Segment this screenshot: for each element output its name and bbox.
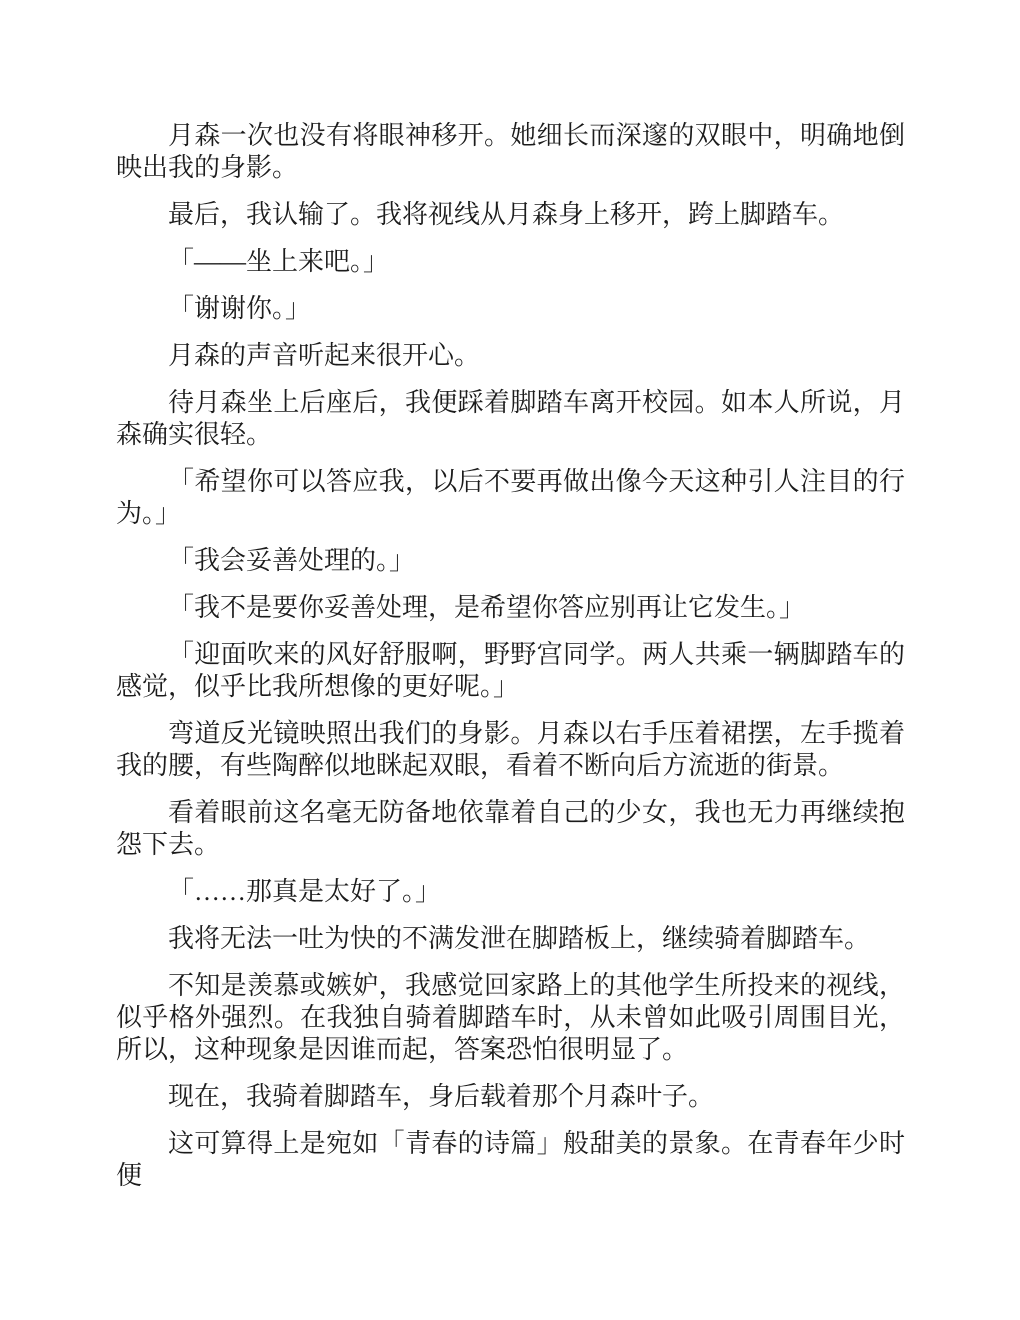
paragraph-14: 我将无法一吐为快的不满发泄在脚踏板上，继续骑着脚踏车。 [168, 924, 871, 953]
paragraph-6: 待月森坐上后座后，我便踩着脚踏车离开校园。如本人所说，月森确实很轻。 [116, 388, 905, 449]
paragraph-2: 最后，我认输了。我将视线从月森身上移开，跨上脚踏车。 [168, 200, 845, 229]
paragraph-16: 现在，我骑着脚踏车，身后载着那个月森叶子。 [168, 1082, 715, 1111]
paragraph-12: 看着眼前这名毫无防备地依靠着自己的少女，我也无力再继续抱怨下去。 [116, 798, 905, 859]
text-content [116, 120, 905, 1192]
paragraph-13-dialogue: 「……那真是太好了。」 [168, 877, 442, 906]
paragraph-3-dialogue: 「——坐上来吧。」 [168, 247, 390, 276]
paragraph-8-dialogue: 「我会妥善处理的。」 [168, 546, 416, 575]
paragraph-1: 月森一次也没有将眼神移开。她细长而深邃的双眼中，明确地倒映出我的身影。 [116, 121, 905, 182]
paragraph-11: 弯道反光镜映照出我们的身影。月森以右手压着裙摆，左手揽着我的腰，有些陶醉似地眯起双眼，看着不断向后方流逝的街景。 [116, 719, 905, 780]
paragraph-15: 不知是羡慕或嫉妒，我感觉回家路上的其他学生所投来的视线，似乎格外强烈。在我独自骑着脚踏车时，从未曾如此吸引周围目光，所以，这种现象是因谁而起，答案恐怕很明显了。 [116, 971, 905, 1064]
paragraph-4-dialogue: 「谢谢你。」 [168, 294, 312, 323]
paragraph-7-dialogue: 「希望你可以答应我，以后不要再做出像今天这种引人注目的行为。」 [116, 467, 905, 528]
paragraph-9-dialogue: 「我不是要你妥善处理，是希望你答应别再让它发生。」 [168, 593, 806, 622]
paragraph-10-dialogue: 「迎面吹来的风好舒服啊，野野宫同学。两人共乘一辆脚踏车的感觉，似乎比我所想像的更好呢。」 [116, 640, 905, 701]
paragraph-17: 这可算得上是宛如「青春的诗篇」般甜美的景象。在青春年少时便 [116, 1129, 905, 1190]
paragraph-5: 月森的声音听起来很开心。 [168, 341, 481, 370]
